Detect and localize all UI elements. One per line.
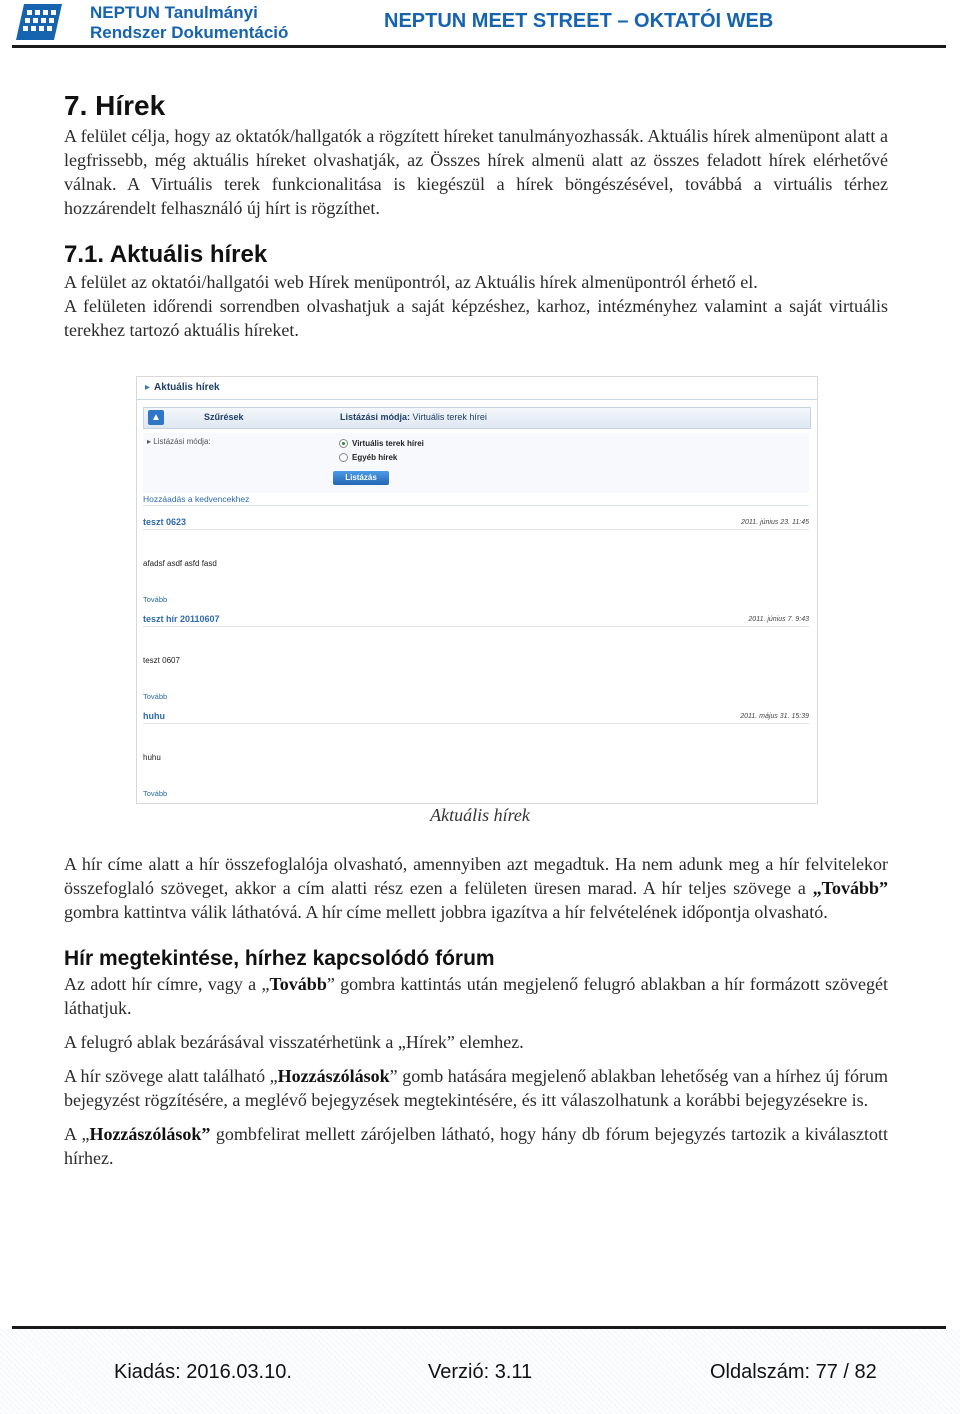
- forum-paragraph-1: Az adott hír címre, vagy a „Tovább” gombra kattintás után megjelenő felugró ablakban a hír formázott szövegét láthatjuk.: [64, 974, 889, 1018]
- filters-label: Szűrések: [204, 412, 244, 422]
- header-divider: [12, 45, 946, 48]
- footer-version: Verzió: 3.11: [428, 1361, 533, 1383]
- forum-paragraph-2: A felugró ablak bezárásával visszatérhetünk a „Hírek” elemhez.: [64, 1032, 524, 1052]
- more-link[interactable]: Tovább: [143, 595, 168, 604]
- filter-bar: [143, 407, 811, 429]
- forum-paragraph-4: A „Hozzászólások” gombfelirat mellett zárójelben látható, hogy hány db fórum bejegyzés tartozik a kiválasztott hírhez.: [64, 1124, 888, 1168]
- news-summary: teszt 0607: [143, 656, 180, 665]
- footer-page-number: Oldalszám: 77 / 82: [710, 1361, 877, 1383]
- news-divider: [143, 723, 809, 724]
- page-header: [0, 0, 960, 50]
- radio-checked-icon[interactable]: [339, 439, 348, 448]
- news-divider: [143, 529, 809, 530]
- listing-mode-label: ▸ Listázási módja:: [147, 437, 211, 446]
- chevron-right-icon: ▸: [147, 437, 154, 446]
- radio-other-news[interactable]: Egyéb hírek: [339, 453, 397, 462]
- radio-virtual-spaces[interactable]: Virtuális terek hírei: [339, 439, 424, 448]
- footer-issue-date: Kiadás: 2016.03.10.: [114, 1361, 292, 1383]
- collapse-arrow-icon[interactable]: ▲: [148, 410, 164, 425]
- neptun-logo-icon: [16, 2, 62, 42]
- screenshot-page-title: ▸ Aktuális hírek: [145, 382, 220, 393]
- subsection-paragraph-1: A felület az oktatói/hallgatói web Hírek menüpontról, az Aktuális hírek almenüpontról érhető el.: [64, 272, 758, 292]
- subsection-heading: 7.1. Aktuális hírek: [64, 241, 268, 268]
- forum-heading: Hír megtekintése, hírhez kapcsolódó fórum: [64, 947, 495, 970]
- lower-content: [64, 852, 888, 1170]
- favorites-divider: [143, 505, 809, 506]
- news-date: 2011. május 31. 15:39: [740, 713, 809, 720]
- news-date: 2011. június 7. 9:43: [748, 616, 809, 623]
- listing-mode-summary: Listázási módja: Virtuális terek hírei: [340, 412, 487, 422]
- news-title[interactable]: huhu: [143, 711, 165, 721]
- radio-unchecked-icon[interactable]: [339, 453, 348, 462]
- news-summary: afadsf asdf asfd fasd: [143, 559, 217, 568]
- brand-line-2: Rendszer Dokumentáció: [90, 23, 289, 42]
- after-figure-paragraph: A hír címe alatt a hír összefoglalója olvasható, amennyiben azt megadtuk. Ha nem adunk meg a hír felvitelekor összefoglaló szöveget, akkor a cím alatti rész ezen a felületen üresen marad. A hír teljes szövege a „Tovább” gombra kattintva válik láthatóvá. A hír címe mellett jobbra igazítva a hír felvételének időpontja olvasható.: [64, 854, 888, 922]
- screenshot-title-divider: [137, 399, 817, 400]
- news-title[interactable]: teszt 0623: [143, 517, 187, 527]
- section-intro: A felület célja, hogy az oktatók/hallgatók a rögzített híreket tanulmányozhassák. Aktuális hírek almenüpont alatt a legfrissebb, még aktuális híreket olvashatják, az Összes hírek almenü alatt az összes feladott hírek elérhetővé válnak. A Virtuális terek funkcionalitása is kiegészül a hírek böngészésével, továbbá a virtuális térhez hozzárendelt felhasználó új hírt is rögzíthet.: [64, 126, 888, 218]
- listing-mode-panel: [143, 433, 809, 493]
- page-footer: [0, 1329, 960, 1414]
- screenshot-figure: [136, 376, 818, 804]
- section-content: [64, 88, 888, 342]
- more-link[interactable]: Tovább: [143, 692, 168, 701]
- forum-paragraph-3: A hír szövege alatt található „Hozzászólások” gomb hatására megjelenő ablakban lehetőség van a hírhez új fórum bejegyzést rögzítésére, a meglévő bejegyzések megtekintésére, és itt válaszolhatunk a korábbi bejegyzésekre is.: [64, 1066, 888, 1110]
- figure-caption: Aktuális hírek: [430, 805, 530, 825]
- news-title[interactable]: teszt hír 20110607: [143, 614, 220, 624]
- brand-name: [90, 3, 288, 43]
- news-divider: [143, 626, 809, 627]
- chevron-right-icon: ▸: [145, 382, 151, 393]
- more-link[interactable]: Tovább: [143, 789, 168, 798]
- subsection-paragraph-2: A felületen időrendi sorrendben olvashatjuk a saját képzéshez, karhoz, intézményhez valamint a saját virtuális terekhez tartozó aktuális híreket.: [64, 296, 888, 340]
- document-title: NEPTUN MEET STREET – OKTATÓI WEB: [384, 10, 774, 32]
- brand-line-1: NEPTUN Tanulmányi: [90, 3, 258, 22]
- news-summary: huhu: [143, 753, 161, 762]
- section-heading: 7. Hírek: [64, 90, 166, 121]
- list-button[interactable]: Listázás: [333, 471, 389, 485]
- news-date: 2011. június 23. 11:45: [741, 519, 809, 526]
- add-to-favorites-link[interactable]: Hozzáadás a kedvencekhez: [143, 494, 250, 504]
